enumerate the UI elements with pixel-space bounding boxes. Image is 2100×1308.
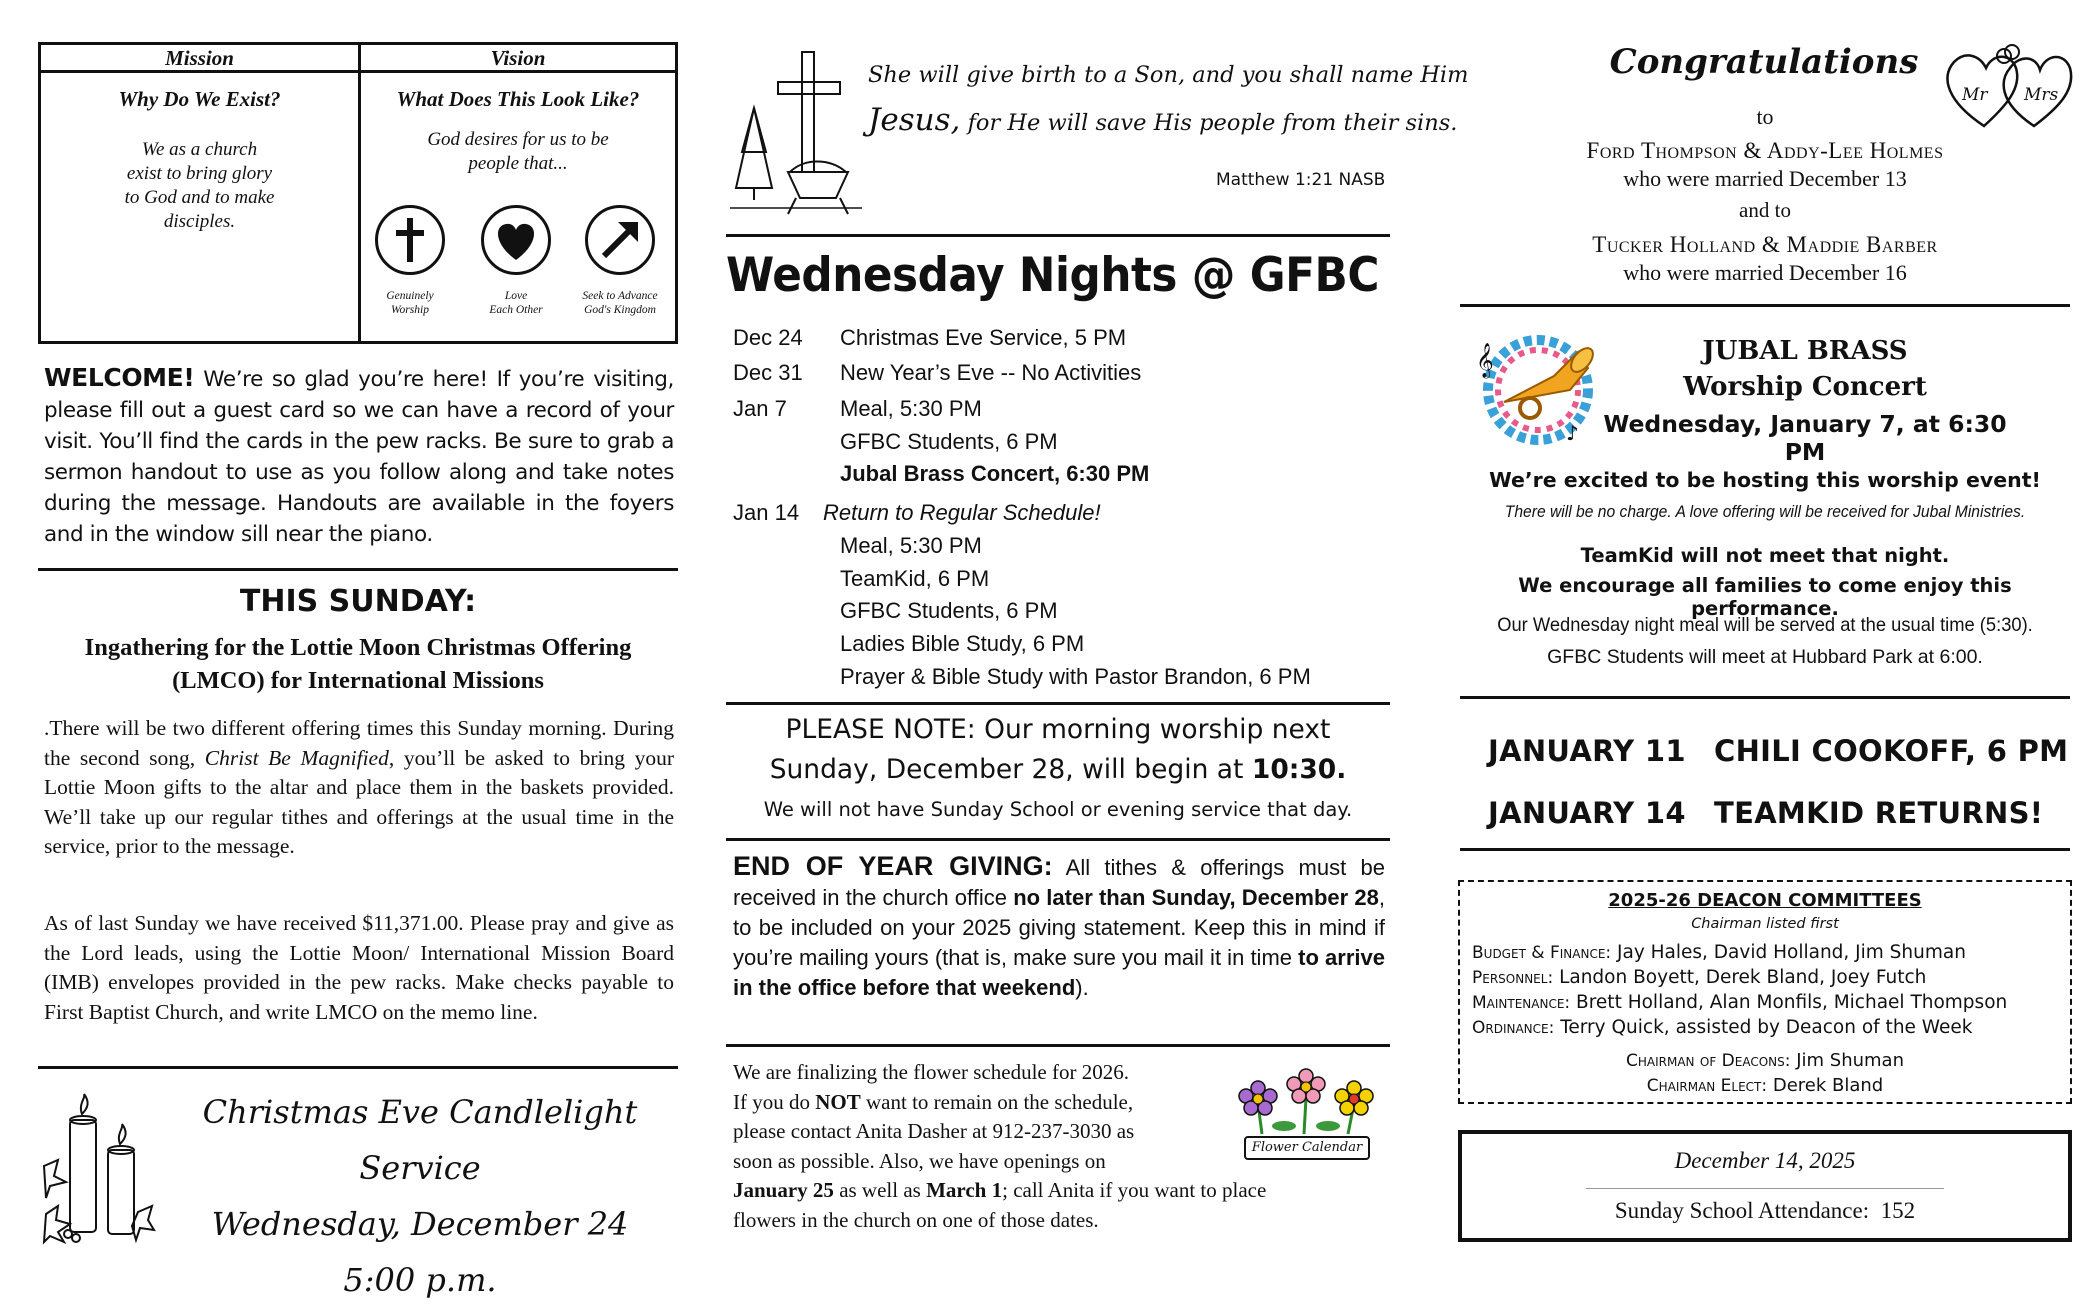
committee-row [1472, 967, 1926, 988]
attendance-label: Sunday School Attendance: [1614, 1198, 1870, 1223]
schedule-date: Jan 7 [733, 396, 787, 421]
event-text: CHILI COOKOFF, 6 PM [1714, 734, 2069, 768]
schedule-item: Meal, 5:30 PM [840, 396, 982, 421]
chairman-name: Jim Shuman [1790, 1050, 1904, 1071]
schedule-date: Dec 31 [733, 360, 803, 385]
flower-line: soon as possible. Also, we have openings on [733, 1148, 1106, 1173]
offering-text: .There will be two different offering times this Sunday morning. During the second song, [44, 716, 674, 770]
jubal-teamkid: TeamKid will not meet that night. [1580, 544, 1950, 567]
candlelight-time: 5:00 p.m. [343, 1261, 497, 1299]
divider [726, 702, 1390, 705]
wednesday-title: Wednesday Nights @ GFBC [726, 248, 1379, 303]
verse-text: for He will save His people from their sins. [960, 110, 1458, 136]
welcome-text: We’re so glad you’re here! If you’re visiting, please fill out a guest card so we can have a record of your visit. You’ll find the cards in the pew racks. Be sure to grab a sermon handout to use as you follow along and take notes during the message. Handouts are available in the foyers and in the window sill near the piano. [44, 367, 674, 547]
schedule-item-highlight: Jubal Brass Concert, 6:30 PM [840, 461, 1150, 486]
please-note-line-3: We will not have Sunday School or evening service that day. [763, 798, 1353, 821]
icon-label-advance [565, 289, 675, 317]
cross-icon [375, 205, 445, 275]
end-of-year-text: ). [1075, 975, 1089, 1000]
vision-heading: Vision [361, 45, 675, 73]
scripture-verse [868, 62, 1469, 190]
jubal-no-charge: There will be no charge. A love offering will be received for Jubal Ministries. [1504, 502, 2026, 521]
offering-text: , you’ll be asked to bring your Lottie Moon gifts to the altar and place them in the baskets provided. We’ll take up our regular tithes and offerings at the usual time in the service, prior to the message. [44, 745, 674, 858]
committee-members: Brett Holland, Alan Monfils, Michael Thompson [1570, 992, 2008, 1013]
attendance-box [1458, 1130, 2072, 1242]
jubal-encourage: We encourage all families to come enjoy this performance. [1518, 574, 2012, 620]
verse-name: Jesus, [868, 102, 961, 138]
lmco-subtitle-line: Ingathering for the Lottie Moon Christmas Offering [84, 634, 632, 661]
flowers-icon [1232, 1068, 1382, 1138]
attendance-line [1462, 1198, 2068, 1224]
vision-question: What Does This Look Like? [396, 87, 640, 111]
event-date: JANUARY 14 [1488, 796, 1686, 830]
couple-1: Ford Thompson & Addy-Lee Holmes [1586, 138, 1944, 163]
event-row [1488, 782, 2088, 844]
jubal-meal: Our Wednesday night meal will be served at the usual time (5:30). [1497, 614, 2033, 636]
committee-row [1472, 992, 2007, 1013]
arrow-icon [585, 205, 655, 275]
schedule-item: GFBC Students, 6 PM [840, 598, 1058, 623]
concert-date: Wednesday, January 7, at 6:30 PM [1603, 410, 2007, 466]
offering-paragraph [44, 714, 674, 862]
please-note-line-2 [726, 754, 1390, 785]
nativity-icon [726, 48, 866, 218]
jubal-students: GFBC Students will meet at Hubbard Park at 6:00. [1547, 646, 1983, 668]
mrs-label: Mrs [2024, 85, 2059, 105]
song-title: Christ Be Magnified [204, 745, 389, 770]
event-row [1488, 720, 2088, 782]
schedule-date: Dec 24 [733, 325, 803, 350]
vision-line: people that... [468, 153, 568, 174]
vision-line: God desires for us to be [427, 129, 609, 150]
mission-statement [41, 138, 358, 234]
verse-reference: Matthew 1:21 NASB [1216, 170, 1386, 190]
congrats-and-to: and to [1739, 198, 1791, 222]
flower-line: please contact Anita Dasher at 912-237-3030 as [733, 1119, 1135, 1143]
icon-label-worship [355, 289, 465, 317]
divider [38, 568, 678, 571]
committee-label: Ordinance: [1472, 1018, 1555, 1038]
divider [726, 234, 1390, 237]
committee-row [1472, 942, 1966, 963]
flower-calendar-badge: Flower Calendar [1244, 1136, 1370, 1160]
icon-label-line: Each Other [489, 304, 543, 316]
congrats-to: to [1756, 104, 1774, 129]
chairman-elect-label: Chairman Elect: [1646, 1076, 1768, 1096]
candlelight-date: Wednesday, December 24 [211, 1205, 629, 1243]
svg-text:𝄞: 𝄞 [1476, 343, 1494, 378]
schedule-item: Prayer & Bible Study with Pastor Brandon, 6 PM [840, 664, 1311, 689]
schedule-note: Return to Regular Schedule! [823, 500, 1101, 525]
committee-label: Personnel: [1472, 968, 1554, 988]
this-sunday-title: THIS SUNDAY: [239, 584, 477, 619]
attendance-count: 152 [1880, 1198, 1916, 1223]
mission-column [41, 45, 361, 341]
icon-label-line: Seek to Advance [582, 290, 658, 302]
end-of-year-mail-note: to arrive in the office before that weekend [733, 945, 1385, 1000]
svg-text:♪: ♪ [1566, 421, 1579, 445]
flower-text: as well as [833, 1178, 927, 1202]
end-of-year-text: , to be included on your 2025 giving statement. Keep this in mind if you’re mailing yours (that is, make sure you mail it in time [733, 885, 1386, 970]
schedule-item: Meal, 5:30 PM [840, 533, 982, 558]
candlelight-title: Christmas Eve Candlelight Service [202, 1093, 638, 1187]
end-of-year-heading: END OF YEAR GIVING: [733, 851, 1053, 881]
schedule-item: GFBC Students, 6 PM [840, 429, 1058, 454]
mission-question: Why Do We Exist? [118, 87, 281, 111]
icon-label-line: God's Kingdom [584, 304, 656, 316]
vision-column [361, 45, 675, 341]
schedule-item: TeamKid, 6 PM [840, 566, 990, 591]
deacon-committees [1458, 880, 2072, 1104]
couple-2: Tucker Holland & Maddie Barber [1592, 232, 1938, 257]
flower-line: flowers in the church on one of those dates. [733, 1207, 1099, 1232]
married-date-1: who were married December 13 [1623, 166, 1907, 191]
flower-line: We are finalizing the flower schedule for 2026. [733, 1060, 1129, 1084]
divider [1460, 304, 2070, 307]
attendance-divider [1586, 1188, 1944, 1189]
welcome-paragraph [44, 362, 674, 550]
committee-label: Budget & Finance: [1472, 943, 1612, 963]
flower-text: ; call Anita if you want to place [1002, 1178, 1267, 1202]
flower-text: want to remain on the schedule, [860, 1089, 1134, 1114]
deacon-chairman-elect [1460, 1075, 2070, 1096]
mission-heading: Mission [41, 45, 358, 73]
flower-text: If you do [733, 1089, 816, 1114]
jubal-excited: We’re excited to be hosting this worship event! [1489, 468, 2041, 492]
committee-members: Terry Quick, assisted by Deacon of the Week [1554, 1017, 1973, 1038]
icon-label-line: Love [504, 290, 528, 302]
mission-line: disciples. [163, 211, 236, 232]
committee-members: Landon Boyett, Derek Bland, Joey Futch [1553, 967, 1927, 988]
jubal-brass-title: JUBAL BRASS [1702, 336, 1908, 366]
deacon-chairman [1460, 1050, 2070, 1071]
mission-line: We as a church [141, 139, 258, 160]
committee-label: Maintenance: [1472, 993, 1571, 1013]
candles-icon [42, 1094, 156, 1244]
please-note-text: Sunday, December 28, will begin at [769, 754, 1252, 785]
event-text: TEAMKID RETURNS! [1714, 796, 2044, 830]
attendance-date: December 14, 2025 [1674, 1148, 1856, 1173]
upcoming-events [1488, 720, 2088, 844]
schedule-item: New Year’s Eve -- No Activities [840, 360, 1142, 385]
committee-members: Jay Hales, David Holland, Jim Shuman [1611, 942, 1966, 963]
lmco-subtitle [44, 631, 672, 697]
icon-label-love [461, 289, 571, 317]
verse-line-1: She will give birth to a Son, and you shall name Him [868, 62, 1469, 88]
divider [726, 1044, 1390, 1047]
flower-calendar-graphic [1232, 1068, 1382, 1162]
mr-label: Mr [1962, 85, 1988, 105]
divider [38, 1066, 678, 1069]
schedule-date: Jan 14 [733, 500, 800, 525]
welcome-lead: WELCOME! [44, 363, 195, 392]
icon-label-line: Worship [391, 304, 429, 316]
mission-vision-box [38, 42, 678, 344]
icon-label-line: Genuinely [386, 290, 434, 302]
vision-statement [361, 128, 675, 176]
divider [1460, 848, 2070, 851]
event-date: JANUARY 11 [1488, 734, 1686, 768]
lmco-subtitle-line: (LMCO) for International Missions [172, 667, 544, 694]
mission-line: exist to bring glory [126, 163, 273, 184]
heart-icon [481, 205, 551, 275]
flower-not: NOT [815, 1089, 861, 1114]
schedule-item: Ladies Bible Study, 6 PM [840, 631, 1085, 656]
married-date-2: who were married December 16 [1623, 260, 1907, 285]
end-of-year-giving [733, 851, 1385, 1003]
verse-line-2 [868, 102, 1458, 138]
flower-line [733, 1176, 1385, 1206]
candlelight-service [160, 1084, 680, 1308]
mission-line: to God and to make [124, 187, 275, 208]
deacon-title: 2025-26 DEACON COMMITTEES [1608, 890, 1922, 911]
flower-date: March 1 [926, 1178, 1003, 1202]
deacon-subtitle: Chairman listed first [1691, 916, 1839, 932]
end-of-year-text: All tithes & offerings must be received in the church office [733, 855, 1385, 910]
divider [726, 838, 1390, 841]
committee-row [1472, 1017, 1973, 1038]
flower-date: January 25 [733, 1178, 834, 1202]
divider [1460, 696, 2070, 699]
schedule-item: Christmas Eve Service, 5 PM [840, 325, 1127, 350]
received-paragraph: As of last Sunday we have received $11,371.00. Please pray and give as the Lord leads, using the Lottie Moon/ International Mission Board (IMB) envelopes provided in the pew racks. Make checks payable to First Baptist Church, and write LMCO on the memo line. [44, 911, 674, 1024]
worship-concert-title: Worship Concert [1683, 372, 1927, 402]
please-note-time: 10:30. [1251, 754, 1347, 785]
end-of-year-deadline: no later than Sunday, December 28 [1013, 885, 1379, 910]
congratulations-title: Congratulations [1609, 42, 1919, 82]
please-note-line-1: PLEASE NOTE: Our morning worship next [785, 714, 1331, 745]
chairman-label: Chairman of Deacons: [1625, 1051, 1791, 1071]
chairman-elect-name: Derek Bland [1767, 1075, 1884, 1096]
